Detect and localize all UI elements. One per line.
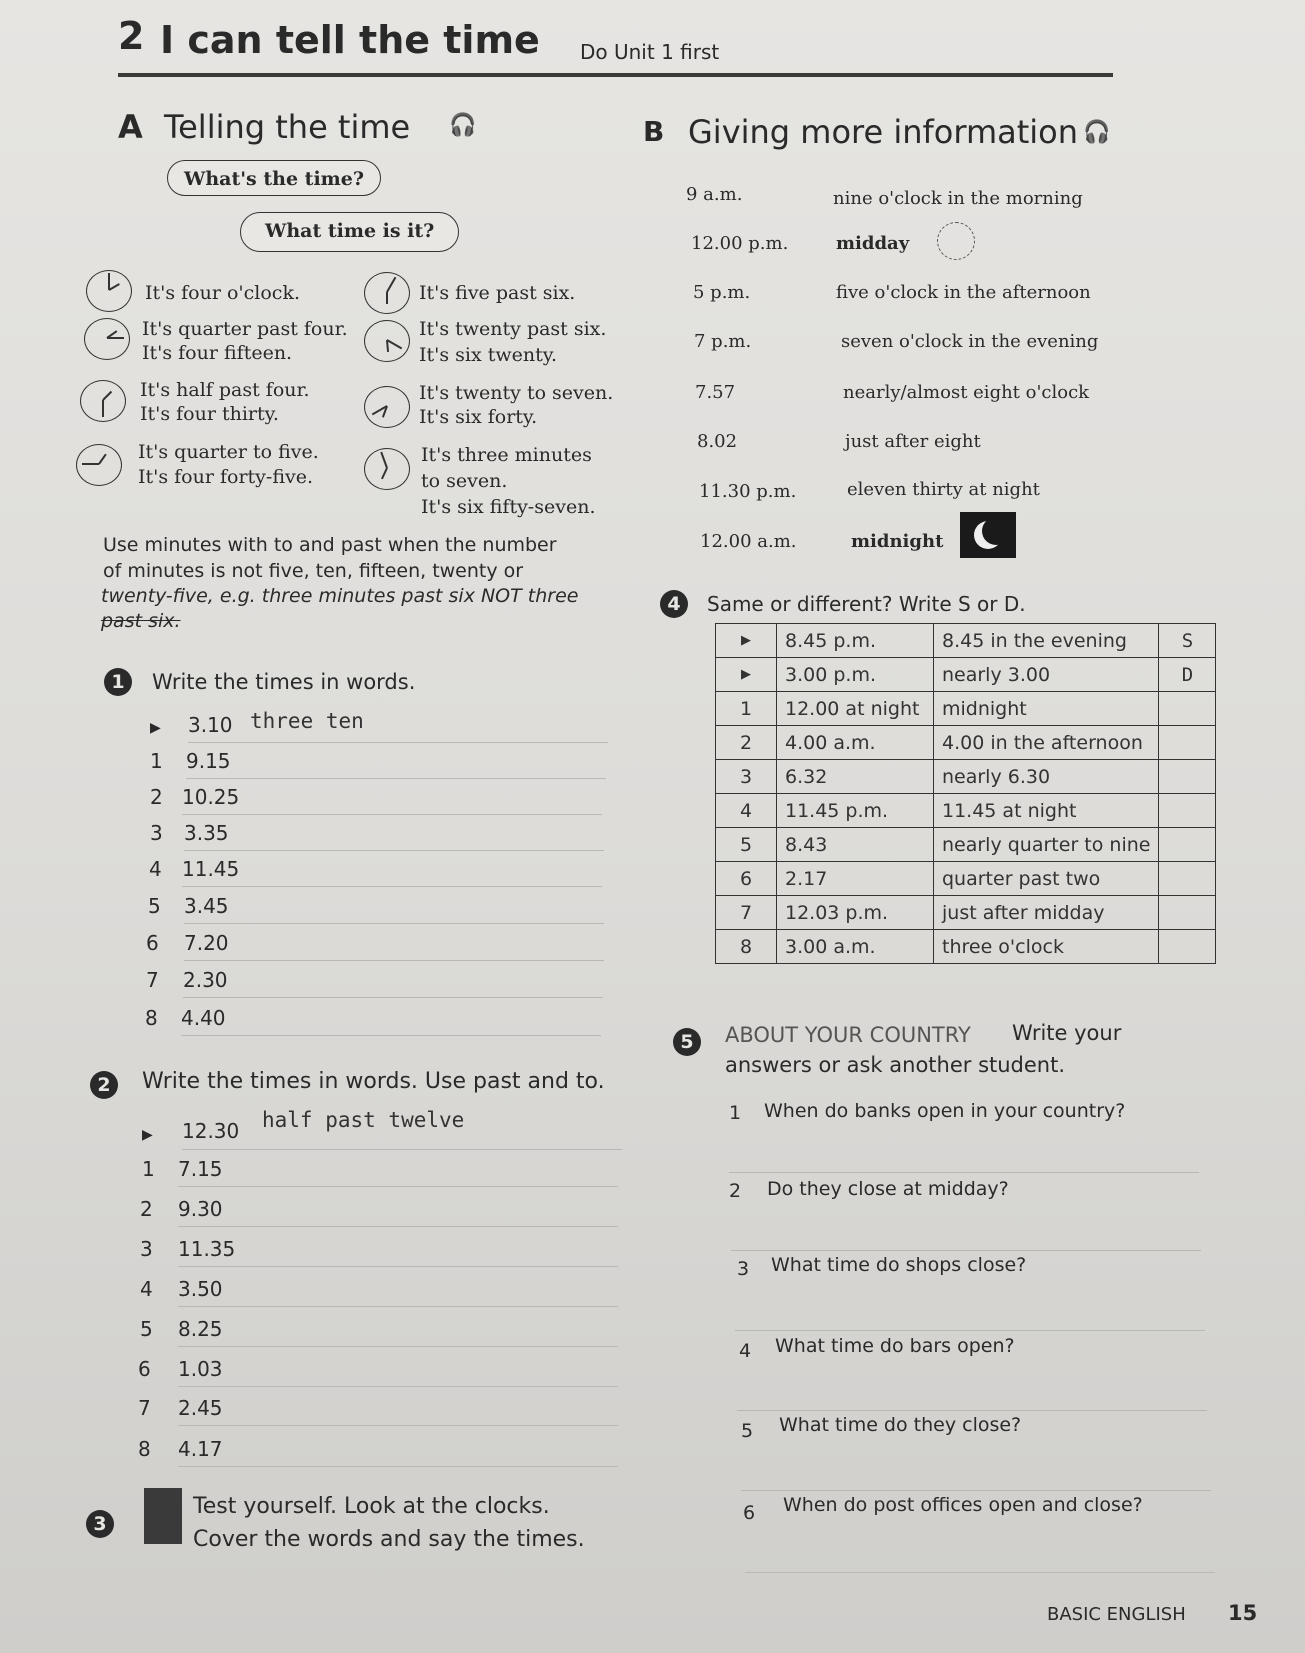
phrase-cell: three o'clock — [934, 930, 1159, 964]
question-number: 2 — [729, 1180, 742, 1202]
table-row — [716, 692, 1216, 726]
time-cell: 8.45 p.m. — [777, 624, 934, 658]
answer-line — [182, 1149, 622, 1150]
section-a-letter: A — [118, 108, 143, 146]
clock-icon — [80, 380, 126, 422]
answer-cell[interactable] — [1159, 930, 1216, 964]
clock-phrase: It's four thirty. — [140, 403, 279, 425]
table-row — [716, 828, 1216, 862]
answer-line[interactable] — [745, 1572, 1215, 1573]
row-number: 8 — [716, 930, 777, 964]
item-time: 4.40 — [181, 1006, 226, 1030]
unit-note: Do Unit 1 first — [580, 40, 720, 64]
phrase-cell: quarter past two — [934, 862, 1159, 896]
clock-phrase: It's three minutes — [421, 444, 592, 466]
time-cell: 8.43 — [777, 828, 934, 862]
item-number: 8 — [138, 1437, 151, 1461]
answer-line[interactable] — [182, 886, 602, 887]
clock-phrase: It's half past four. — [140, 379, 310, 401]
clock-phrase: It's five past six. — [419, 282, 576, 304]
item-time: 1.03 — [178, 1357, 223, 1381]
page-number: 15 — [1228, 1601, 1258, 1625]
item-time: 4.17 — [178, 1437, 223, 1461]
rule-text: twenty-five, e.g. three minutes past six NOT three — [101, 585, 579, 607]
table-row — [716, 930, 1216, 964]
test-yourself-image — [144, 1488, 182, 1544]
clock-phrase: It's quarter to five. — [138, 441, 319, 463]
table-row — [716, 794, 1216, 828]
exercise-number: 4 — [660, 590, 688, 618]
item-time: 8.25 — [178, 1317, 223, 1341]
info-time: 7 p.m. — [694, 331, 752, 352]
exercise-instruction: Test yourself. Look at the clocks. — [193, 1494, 550, 1519]
item-time: 2.45 — [178, 1396, 223, 1420]
example-answer: three ten — [250, 709, 364, 733]
clock-phrase: It's four o'clock. — [145, 282, 300, 304]
time-cell: 4.00 a.m. — [777, 726, 934, 760]
row-number: 4 — [716, 794, 777, 828]
table-row — [716, 726, 1216, 760]
phrase-cell: 8.45 in the evening — [934, 624, 1159, 658]
table-row — [716, 760, 1216, 794]
item-number: 3 — [150, 821, 163, 845]
answer-line[interactable] — [178, 1386, 618, 1387]
clock-phrase: It's six twenty. — [419, 344, 558, 366]
clock-icon — [364, 448, 410, 490]
exercise-instruction: Write the times in words. Use past and to. — [142, 1069, 605, 1094]
clock-phrase: It's twenty to seven. — [419, 382, 614, 404]
question-text: When do post offices open and close? — [783, 1494, 1143, 1516]
item-number: 5 — [140, 1317, 153, 1341]
exercise-instruction: Write your — [1012, 1021, 1122, 1045]
clock-phrase: It's twenty past six. — [419, 318, 607, 340]
clock-icon — [76, 444, 122, 486]
info-time: 12.00 p.m. — [691, 233, 789, 254]
item-number: 1 — [142, 1157, 155, 1181]
answer-cell[interactable] — [1159, 862, 1216, 896]
time-cell: 6.32 — [777, 760, 934, 794]
table-row — [716, 658, 1216, 692]
item-time: 9.15 — [186, 749, 231, 773]
phrase-cell: nearly 3.00 — [934, 658, 1159, 692]
answer-line[interactable] — [729, 1172, 1199, 1173]
unit-number: 2 — [118, 14, 145, 58]
book-title: BASIC ENGLISH — [1047, 1604, 1186, 1625]
info-time: 5 p.m. — [693, 282, 751, 303]
time-cell: 2.17 — [777, 862, 934, 896]
item-number: 7 — [146, 968, 159, 992]
item-time: 11.45 — [182, 857, 240, 881]
exercise-instruction: answers or ask another student. — [725, 1053, 1066, 1077]
row-number: 7 — [716, 896, 777, 930]
question-text: Do they close at midday? — [767, 1178, 1009, 1200]
time-cell: 3.00 p.m. — [777, 658, 934, 692]
item-number: 4 — [140, 1277, 153, 1301]
sun-icon — [937, 222, 975, 260]
exercise-instruction: Cover the words and say the times. — [193, 1527, 585, 1552]
answer-line[interactable] — [178, 1186, 618, 1187]
example-answer: half past twelve — [262, 1108, 465, 1132]
info-desc: eleven thirty at night — [847, 479, 1040, 500]
clock-phrase: It's four forty-five. — [138, 466, 314, 488]
exercise-number: 3 — [86, 1510, 114, 1538]
row-number: ▶ — [716, 658, 777, 692]
table-row — [716, 896, 1216, 930]
item-time: 3.45 — [184, 894, 229, 918]
answer-cell[interactable] — [1159, 896, 1216, 930]
exercise-instruction: Same or different? Write S or D. — [707, 592, 1026, 616]
time-cell: 3.00 a.m. — [777, 930, 934, 964]
phrase-cell: nearly quarter to nine — [934, 828, 1159, 862]
headphones-icon: 🎧 — [1083, 120, 1111, 145]
answer-cell[interactable] — [1159, 794, 1216, 828]
item-number: 4 — [149, 857, 162, 881]
info-time: 7.57 — [695, 382, 736, 403]
same-different-table — [715, 623, 1216, 964]
item-time: 9.30 — [178, 1197, 223, 1221]
item-number: 5 — [148, 894, 161, 918]
clock-icon — [86, 270, 132, 312]
question-number: 4 — [739, 1340, 752, 1362]
row-number: 1 — [716, 692, 777, 726]
answer-line[interactable] — [184, 850, 604, 851]
rule-text: of minutes is not five, ten, fifteen, twenty or — [103, 560, 524, 582]
clock-icon — [364, 320, 410, 362]
table-row — [716, 862, 1216, 896]
clock-phrase: It's six forty. — [419, 406, 538, 428]
item-number: 3 — [140, 1237, 153, 1261]
clock-phrase: It's six fifty-seven. — [421, 496, 596, 518]
answer-line[interactable] — [731, 1250, 1201, 1251]
exercise-number: 1 — [104, 668, 132, 696]
item-time: 3.50 — [178, 1277, 223, 1301]
row-number: 5 — [716, 828, 777, 862]
time-cell: 12.03 p.m. — [777, 896, 934, 930]
info-desc: just after eight — [845, 431, 981, 452]
clock-icon — [364, 272, 410, 314]
answer-cell[interactable] — [1159, 692, 1216, 726]
question-number: 6 — [743, 1502, 756, 1524]
row-number: 3 — [716, 760, 777, 794]
answer-line[interactable] — [735, 1330, 1205, 1331]
item-time: 3.35 — [184, 821, 229, 845]
answer-line[interactable] — [178, 1226, 618, 1227]
answer-line[interactable] — [178, 1306, 618, 1307]
clock-phrase: It's four fifteen. — [142, 342, 293, 364]
answer-cell[interactable]: D — [1159, 658, 1216, 692]
example-arrow: ▶ — [150, 720, 161, 736]
answer-line[interactable] — [186, 778, 606, 779]
answer-cell[interactable]: S — [1159, 624, 1216, 658]
moon-icon — [960, 512, 1016, 558]
header-rule — [118, 73, 1113, 77]
exercise-number: 2 — [90, 1071, 118, 1099]
info-time: 12.00 a.m. — [700, 531, 797, 552]
bubble-text: What's the time? — [184, 168, 364, 190]
question-text: When do banks open in your country? — [764, 1100, 1126, 1122]
answer-line[interactable] — [178, 1346, 618, 1347]
section-b-title: Giving more information — [688, 113, 1079, 151]
time-cell: 12.00 at night — [777, 692, 934, 726]
exercise-instruction: Write the times in words. — [152, 670, 416, 694]
example-time: 3.10 — [188, 713, 233, 737]
item-number: 8 — [145, 1006, 158, 1030]
clock-phrase: It's quarter past four. — [142, 318, 348, 340]
question-number: 3 — [737, 1258, 750, 1280]
item-number: 1 — [150, 749, 163, 773]
section-a-title: Telling the time — [164, 108, 411, 146]
row-number: 6 — [716, 862, 777, 896]
time-cell: 11.45 p.m. — [777, 794, 934, 828]
question-text: What time do they close? — [779, 1414, 1022, 1436]
answer-line[interactable] — [741, 1490, 1211, 1491]
item-number: 6 — [138, 1357, 151, 1381]
info-desc: seven o'clock in the evening — [841, 331, 1099, 352]
info-desc: five o'clock in the afternoon — [836, 282, 1091, 303]
clock-icon — [84, 318, 130, 360]
answer-line[interactable] — [178, 1266, 618, 1267]
answer-line[interactable] — [182, 814, 602, 815]
answer-line — [188, 742, 608, 743]
info-time: 8.02 — [697, 431, 738, 452]
item-number: 2 — [150, 785, 163, 809]
answer-cell[interactable] — [1159, 828, 1216, 862]
example-arrow: ▶ — [142, 1127, 153, 1143]
question-number: 1 — [729, 1102, 742, 1124]
phrase-cell: 11.45 at night — [934, 794, 1159, 828]
item-number: 7 — [138, 1396, 151, 1420]
info-desc: nine o'clock in the morning — [833, 188, 1083, 209]
clock-phrase: to seven. — [421, 470, 508, 492]
question-number: 5 — [741, 1420, 754, 1442]
item-time: 10.25 — [182, 785, 240, 809]
answer-line[interactable] — [184, 960, 604, 961]
answer-cell[interactable] — [1159, 726, 1216, 760]
question-text: What time do bars open? — [775, 1335, 1015, 1357]
info-time: 11.30 p.m. — [699, 481, 797, 502]
info-desc: midday — [836, 233, 910, 254]
row-number: ▶ — [716, 624, 777, 658]
item-time: 2.30 — [183, 968, 228, 992]
example-time: 12.30 — [182, 1119, 240, 1143]
item-number: 6 — [146, 931, 159, 955]
info-time: 9 a.m. — [686, 184, 743, 205]
item-time: 7.20 — [184, 931, 229, 955]
section-b-letter: B — [643, 115, 665, 148]
answer-line[interactable] — [183, 997, 603, 998]
bubble-text: What time is it? — [265, 220, 435, 242]
rule-text: Use minutes with to and past when the number — [103, 534, 557, 556]
phrase-cell: midnight — [934, 692, 1159, 726]
item-time: 11.35 — [178, 1237, 236, 1261]
answer-line[interactable] — [737, 1410, 1207, 1411]
table-row — [716, 624, 1216, 658]
rule-text: past six. — [101, 610, 181, 632]
headphones-icon: 🎧 — [449, 113, 477, 138]
answer-line[interactable] — [178, 1425, 618, 1426]
item-time: 7.15 — [178, 1157, 223, 1181]
answer-line[interactable] — [178, 1466, 618, 1467]
question-text: What time do shops close? — [771, 1254, 1027, 1276]
info-desc: midnight — [851, 531, 944, 552]
exercise-label: ABOUT YOUR COUNTRY — [725, 1023, 971, 1047]
answer-cell[interactable] — [1159, 760, 1216, 794]
phrase-cell: 4.00 in the afternoon — [934, 726, 1159, 760]
phrase-cell: nearly 6.30 — [934, 760, 1159, 794]
row-number: 2 — [716, 726, 777, 760]
exercise-number: 5 — [673, 1028, 701, 1056]
page-title: I can tell the time — [160, 18, 540, 62]
info-desc: nearly/almost eight o'clock — [843, 382, 1090, 403]
phrase-cell: just after midday — [934, 896, 1159, 930]
answer-line[interactable] — [184, 923, 604, 924]
item-number: 2 — [140, 1197, 153, 1221]
answer-line[interactable] — [181, 1035, 601, 1036]
clock-icon — [364, 386, 410, 428]
